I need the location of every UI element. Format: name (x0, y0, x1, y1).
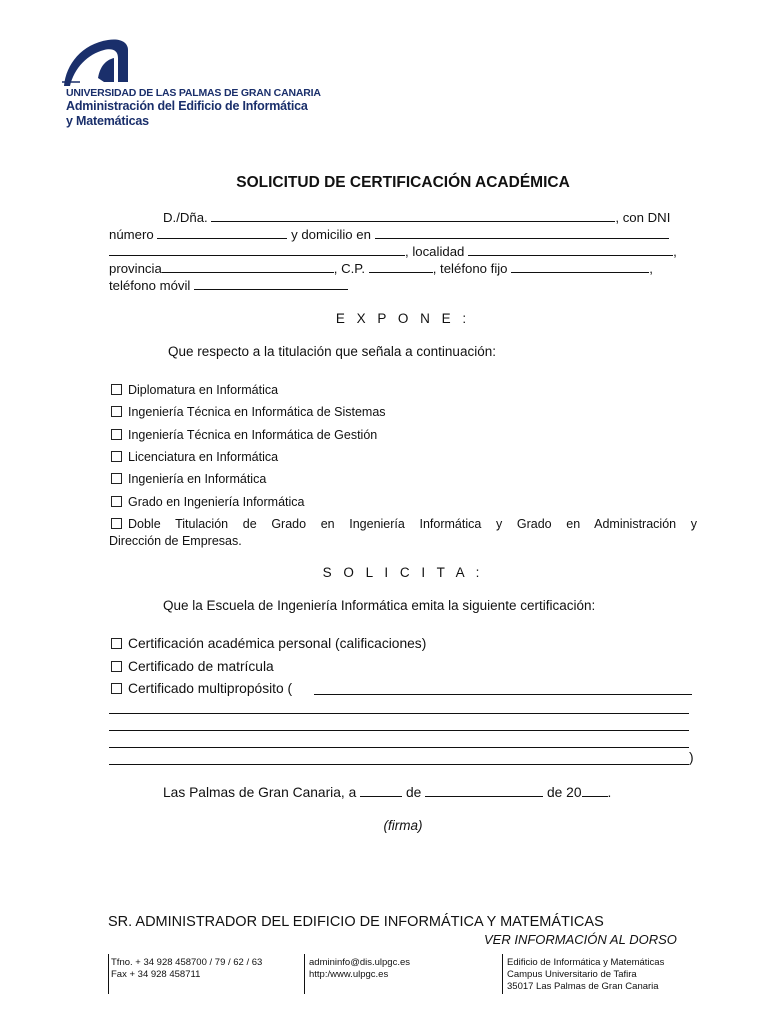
month-field[interactable] (425, 785, 543, 797)
checkbox[interactable] (111, 638, 122, 649)
doble-titulacion-option[interactable] (111, 517, 697, 531)
label-localidad: , localidad (405, 244, 465, 259)
footer-web[interactable]: http:/www.ulpgc.es (309, 969, 389, 980)
checkbox[interactable] (111, 384, 122, 395)
label-domicilio: y domicilio en (291, 227, 371, 242)
titulacion-option[interactable] (111, 405, 386, 419)
checkbox[interactable] (111, 683, 122, 694)
titulacion-label: Diplomatura en Informática (128, 383, 279, 397)
multiproposito-field-line[interactable] (109, 747, 689, 748)
expone-text: Que respecto a la titulación que señala a continuación: (168, 344, 496, 359)
mobile-phone-field[interactable] (194, 278, 348, 290)
certificado-multiproposito-label: Certificado multipropósito ( (128, 681, 293, 696)
university-logo-icon (60, 36, 132, 88)
locality-field[interactable] (468, 244, 673, 256)
certificado-multiproposito-option[interactable] (111, 681, 292, 696)
multiproposito-field-line[interactable] (109, 730, 689, 731)
footer-email[interactable]: admininfo@dis.ulpgc.es (309, 957, 411, 968)
label-fecha-lugar: Las Palmas de Gran Canaria, a (163, 785, 357, 800)
solicita-heading: S O L I C I T A : (322, 565, 484, 580)
titulacion-label: Ingeniería Técnica en Informática de Gestión (128, 428, 378, 442)
address-field[interactable] (375, 227, 669, 239)
multiproposito-field[interactable] (314, 694, 692, 695)
solicita-text: Que la Escuela de Ingeniería Informática emita la siguiente certificación: (163, 598, 596, 613)
footer-address-block (507, 957, 664, 993)
titulacion-option[interactable] (111, 428, 377, 442)
titulacion-label: Grado en Ingeniería Informática (128, 495, 305, 509)
footer-phone-block (111, 957, 262, 981)
dni-address-row (109, 227, 669, 242)
checkbox[interactable] (111, 473, 122, 484)
signature-label: (firma) (383, 818, 423, 833)
checkbox[interactable] (111, 661, 122, 672)
expone-heading: E X P O N E : (335, 311, 471, 326)
address-continuation-field[interactable] (109, 244, 405, 256)
certificacion-label: Certificación académica personal (calificaciones) (128, 636, 427, 651)
checkbox[interactable] (111, 406, 122, 417)
mobile-phone-row (109, 278, 348, 293)
checkbox[interactable] (111, 518, 122, 529)
day-field[interactable] (360, 785, 402, 797)
label-con-dni: , con DNI (615, 210, 671, 225)
landline-phone-field[interactable] (511, 261, 649, 273)
multiproposito-field-line[interactable] (109, 713, 689, 714)
titulacion-label: Ingeniería en Informática (128, 472, 267, 486)
label-dna: D./Dña. (163, 210, 208, 225)
certificacion-option[interactable] (111, 636, 426, 651)
form-title: SOLICITUD DE CERTIFICACIÓN ACADÉMICA (236, 174, 570, 191)
applicant-name-field[interactable] (211, 210, 615, 222)
checkbox[interactable] (111, 496, 122, 507)
multiproposito-field-line[interactable] (109, 764, 689, 765)
titulacion-option[interactable] (111, 472, 266, 486)
doble-titulacion-line2: Dirección de Empresas. (109, 534, 242, 548)
label-cp: , C.P. (333, 261, 366, 276)
certificacion-label: Certificado de matrícula (128, 659, 274, 674)
applicant-name-row (163, 210, 674, 225)
label-provincia: provincia (109, 261, 162, 276)
checkbox[interactable] (111, 429, 122, 440)
footer-contact-block (309, 957, 410, 981)
label-numero: número (109, 227, 154, 242)
university-name: UNIVERSIDAD DE LAS PALMAS DE GRAN CANARIA (66, 87, 321, 99)
certificacion-option[interactable] (111, 659, 274, 674)
postal-code-field[interactable] (369, 261, 433, 273)
label-punto: . (607, 785, 612, 800)
label-de-1: de (405, 785, 422, 800)
close-paren: ) (689, 750, 694, 765)
address-locality-row (109, 244, 677, 259)
titulacion-label: Ingeniería Técnica en Informática de Sistemas (128, 405, 386, 419)
footer-phone: Tfno. + 34 928 458700 / 79 / 62 / 63 (111, 957, 263, 968)
footer-address-line3: 35017 Las Palmas de Gran Canaria (507, 981, 659, 992)
department-name-line2: y Matemáticas (66, 114, 149, 128)
footer-address-line2: Campus Universitario de Tafira (507, 969, 637, 980)
titulacion-option[interactable] (111, 383, 278, 397)
footer-address-line1: Edificio de Informática y Matemáticas (507, 957, 665, 968)
year-field[interactable] (582, 785, 608, 797)
titulacion-option[interactable] (111, 495, 305, 509)
recipient-line: SR. ADMINISTRADOR DEL EDIFICIO DE INFORMÁTICA Y MATEMÁTICAS (108, 914, 604, 930)
footer-divider (304, 954, 305, 994)
label-comma: , (673, 244, 677, 259)
see-reverse-note: VER INFORMACIÓN AL DORSO (484, 932, 677, 947)
checkbox[interactable] (111, 451, 122, 462)
date-row (163, 785, 611, 800)
titulacion-label: Licenciatura en Informática (128, 450, 279, 464)
label-telefono-movil: teléfono móvil (109, 278, 191, 293)
label-de-2: de 20 (547, 785, 582, 800)
dni-number-field[interactable] (157, 227, 287, 239)
label-comma-2: , (649, 261, 653, 276)
province-field[interactable] (162, 261, 334, 273)
footer-divider (108, 954, 109, 994)
doble-titulacion-label: Doble Titulación de Grado en Ingeniería Informática y Grado en Administración y (128, 517, 697, 531)
footer-fax: Fax + 34 928 458711 (111, 969, 201, 980)
department-name-line1: Administración del Edificio de Informática (66, 99, 308, 113)
footer-divider (502, 954, 503, 994)
province-phone-row (109, 261, 653, 276)
titulacion-option[interactable] (111, 450, 278, 464)
label-telefono-fijo: , teléfono fijo (432, 261, 508, 276)
